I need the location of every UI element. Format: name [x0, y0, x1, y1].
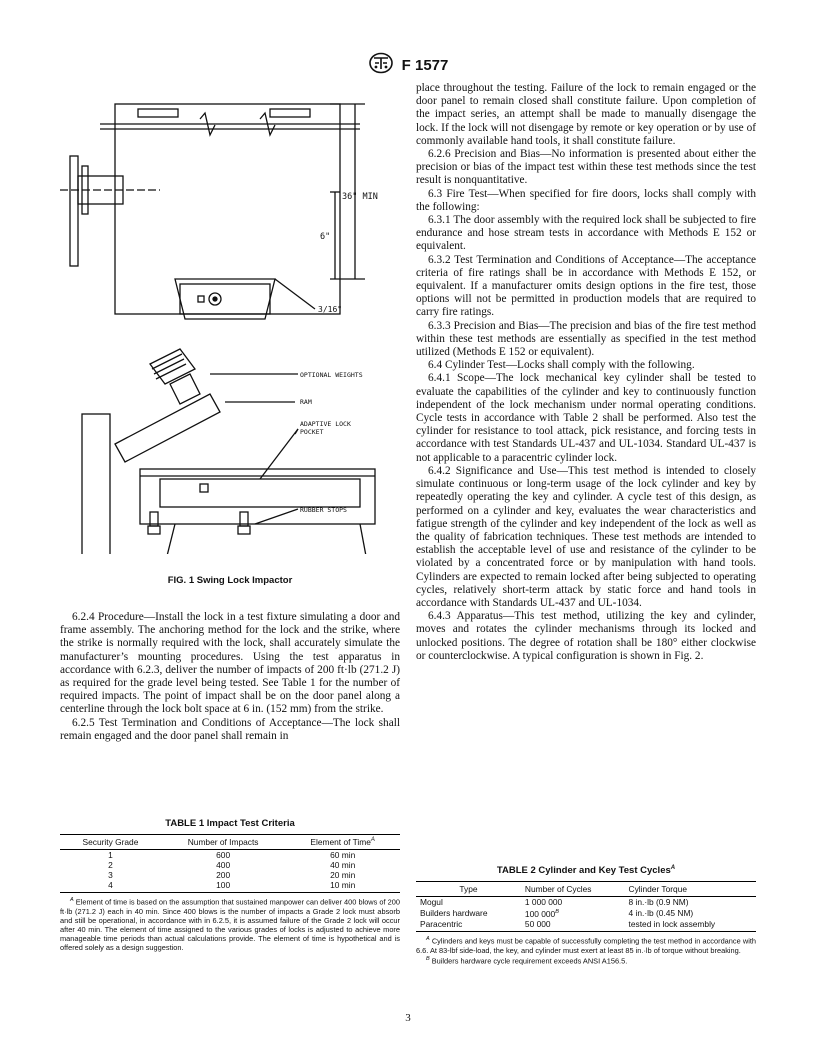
paragraph-6-4-3: 6.4.3 Apparatus—This test method, utilizing the key and cylinder, moves and rotates the cylinder mechanisms through its locked and unlocked positions. The degree of rotation shall be 180° either clockwise or counterclockwise. A typical configuration is shown in Fig. 2.: [416, 610, 756, 662]
table-2-grid: [416, 881, 756, 932]
table-2-title-text: TABLE 2 Cylinder and Key Test Cycles: [496, 865, 671, 877]
table-row: [60, 850, 400, 861]
paragraph-6-3-3: 6.3.3 Precision and Bias—The precision and bias of the fire test method within these test methods are essentially as specified in the test method utilized (Methods E 152 or equivalent).: [416, 319, 756, 359]
table-1-col-header: [285, 835, 400, 850]
table-cell: 200: [216, 870, 231, 880]
ram-label: RAM: [300, 398, 312, 406]
table-2-col-header: Number of Cycles: [521, 882, 625, 897]
rubber-stops-label: RUBBER STOPS: [300, 506, 347, 514]
table-cell: 8 in.·lb (0.9 NM): [628, 897, 689, 908]
table-row: [60, 870, 400, 880]
paragraph-6-2-4: 6.2.4 Procedure—Install the lock in a test fixture simulating a door and frame assembly. The anchoring method for the lock and the strike, where the strike is normally required with the lock, shall accurately simulate the manufacturer’s mounting procedures. Using the test apparatus in accordance with 6.2.3, deliver the number of impacts of 200 ft·lb (271.2 J) as required for the grade level being tested. See Table 1 for the number of required impacts. The point of impact shall be on the door panel along a centerline through the lock bolt space at 6 in. (152 mm) from the strike.: [60, 611, 400, 716]
table-cell: Builders hardware: [420, 908, 488, 919]
table-cell: 2: [108, 860, 113, 870]
table-cell: tested in lock assembly: [625, 919, 756, 932]
table-cell: Paracentric: [416, 919, 521, 932]
table-1-title: TABLE 1 Impact Test Criteria: [165, 818, 295, 829]
table-cell: [521, 907, 625, 919]
table-1-col-header: Number of Impacts: [161, 835, 285, 850]
table-cell: 40 min: [330, 860, 356, 870]
table-1-col-header-text: Element of Time: [310, 837, 371, 847]
table-cell: 1: [108, 850, 113, 860]
table-row: [416, 897, 756, 908]
table-2-col-header: Cylinder Torque: [625, 882, 756, 897]
table-2: [416, 865, 756, 966]
paragraph-6-4-2: 6.4.2 Significance and Use—This test method is intended to closely simulate continuous or long-term usage of the lock cylinder and key by repeatedly operating the key and cylinder. A cycle test of this design, as performed on a cylinder and key, evaluates the wear characteristics and fatigue strength of the cylinder and key independent of the lock as well as the quality of fabrication techniques. These test methods are intended to establish the acceptable level of use and resistance of the cylinder to be violated by a concentrated force or by manipulation with hand tools. Cylinders are expected to remain locked after being subjected to operating cycles, relatively short-term attack by static force and hand tools in accordance with Standards UL-437 and UL-1034.: [416, 464, 756, 609]
table-row: [60, 880, 400, 893]
left-column-text: [60, 611, 400, 743]
table-1-footnote-text: Element of time is based on the assumption that sustained manpower can deliver 400 blows of 200 ft·lb (271.2 J) each in 40 min. Since 400 blows is the number of impacts a Grade 2 lock must absorb and still be operational, in accordance with in 6.2.5, it is assumed failure of the Grade 2 lock will occur after 40 min. The element of time assigned to the various grades of locks is adjusted to achieve more manageable time periods than actual calculations provide. The element of time is hypothetical and is offered solely as a design suggestion.: [60, 897, 400, 953]
table-row: [416, 907, 756, 919]
paragraph-6-3-1: 6.3.1 The door assembly with the required lock shall be subjected to fire endurance and hose stream tests in accordance with Methods E 152 or equivalent.: [416, 214, 756, 253]
dim-316-label: 3/16": [318, 305, 343, 314]
table-2-header-row: [416, 882, 756, 897]
paragraph-6-3: 6.3 Fire Test—When specified for fire doors, locks shall comply with the following:: [416, 187, 756, 213]
table-cell: 600: [216, 850, 231, 860]
table-cell: 100: [161, 880, 285, 893]
figure-caption: FIG. 1 Swing Lock Impactor: [167, 575, 293, 586]
table-1-grid: [60, 834, 400, 893]
paragraph-continued: place throughout the testing. Failure of the lock to remain engaged or the door panel to remain closed shall constitute failure. Upon completion of the impact series, an attempt shall be made to manually disengage the lock. If the lock will not disengage by remote or key operation or by use of commonly available hand tools, it shall constitute failure.: [416, 82, 756, 147]
table-1-footnote: [60, 896, 400, 953]
table-1-header-row: [60, 835, 400, 850]
table-2-title-sup: A: [670, 865, 676, 871]
paragraph-6-4: 6.4 Cylinder Test—Locks shall comply with the following.: [428, 359, 695, 372]
figure-swing-lock-impactor: [60, 84, 400, 554]
table-cell: Mogul: [420, 897, 443, 908]
astm-logo-icon: [368, 52, 394, 79]
adaptive-lock-label: ADAPTIVE LOCK: [300, 420, 351, 428]
right-column-text: [416, 82, 756, 663]
table-row: [416, 919, 756, 932]
table-cell: 400: [216, 860, 231, 870]
table-2-footnote-a: Cylinders and keys must be capable of successfully completing the test method in accordance with 6.6. At 83-lbf side-load, the key, and cylinder must exert at least 85 in.·lb of torque without breaking.: [416, 936, 757, 955]
table-1: [60, 818, 400, 953]
table-2-footnote-b: Builders hardware cycle requirement exceeds ANSI A156.5.: [431, 956, 628, 966]
table-cell: 4: [60, 880, 161, 893]
table-cell: 4 in.·lb (0.45 NM): [628, 908, 694, 919]
paragraph-6-2-6: 6.2.6 Precision and Bias—No information is presented about either the precision or bias of the impact test within these test methods since the test result is nonquantitative.: [416, 148, 756, 187]
table-1-col-header: Security Grade: [60, 835, 161, 850]
page-header: [0, 52, 816, 79]
table-cell-text: 100 000: [524, 908, 556, 919]
table-2-footnote-b-mark: B: [426, 955, 430, 962]
table-2-title: [416, 865, 756, 876]
table-cell: 50 000: [521, 919, 625, 932]
paragraph-6-4-1: 6.4.1 Scope—The lock mechanical key cylinder shall be tested to evaluate the capabilities of the cylinder and key to continuously function independent of the lock mechanism under normal operating conditions. Cycle tests in accordance with Table 2 shall be performed. Also test the cylinder for resistance to tool attack, pick resistance, and forcing tests in accordance with test Standards UL-437 and UL-1034. Standard UL-437 is not applicable to a paracentric cylinder lock.: [416, 372, 756, 464]
table-cell: 10 min: [285, 880, 400, 893]
standard-designation: F 1577: [401, 57, 449, 74]
table-1-header-sup: A: [370, 837, 375, 844]
table-cell: 20 min: [330, 870, 356, 880]
dim-6-label: 6": [320, 232, 331, 242]
paragraph-6-2-5: 6.2.5 Test Termination and Conditions of Acceptance—The lock shall remain engaged and the door panel shall remain in: [60, 716, 400, 742]
dim-36-label: 36" MIN: [342, 192, 378, 202]
table-1-footnote-mark: A: [70, 897, 74, 903]
page-number: 3: [405, 1012, 411, 1024]
table-cell: 60 min: [330, 850, 356, 860]
table-row: [60, 860, 400, 870]
table-2-row-sup: B: [555, 909, 559, 916]
table-cell: 3: [108, 870, 113, 880]
paragraph-6-3-2: 6.3.2 Test Termination and Conditions of Acceptance—The acceptance criteria of fire ratings shall be in accordance with Methods E 152, or equivalent. If a manufacturer omits design options in the fire test, those options will not be permitted in production models that are required to carry fire ratings.: [416, 253, 756, 319]
optional-weights-label: OPTIONAL WEIGHTS: [300, 371, 363, 379]
table-2-footnote-a-mark: A: [426, 935, 430, 942]
table-2-footnotes: [416, 935, 756, 966]
table-cell: 1 000 000: [524, 897, 563, 908]
table-2-col-header: Type: [416, 882, 521, 897]
pocket-label: POCKET: [300, 428, 324, 436]
